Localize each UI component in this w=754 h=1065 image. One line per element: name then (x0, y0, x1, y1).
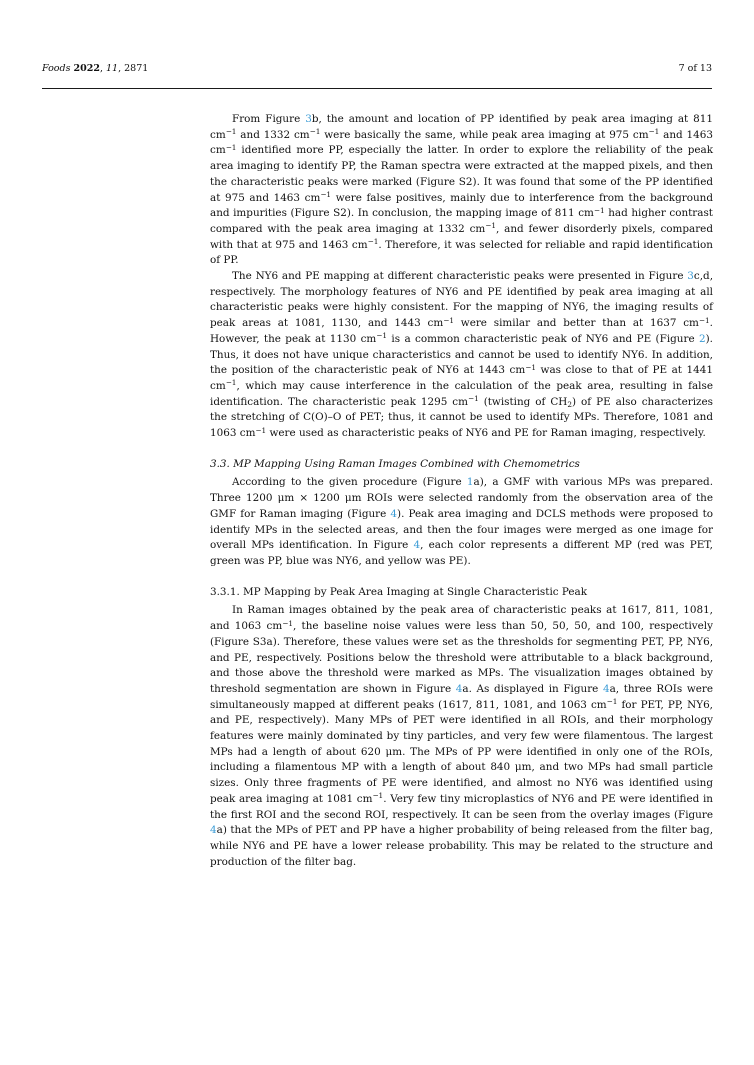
superscript: −1 (467, 394, 479, 404)
text-segment: The NY6 and PE mapping at different characteristic peaks were presented in Figure (232, 270, 688, 283)
superscript: −1 (225, 142, 237, 152)
superscript: −1 (320, 190, 332, 200)
paragraph-gmf-procedure (210, 475, 713, 569)
text-segment: , (99, 63, 106, 74)
text-segment: 2022 (73, 63, 100, 74)
superscript: −1 (648, 127, 660, 137)
text-segment: ). Thus, it does not have unique characteristics and cannot be used to identify NY6. In addition, the position of the characteristic peak of NY6 at 1443 cm (210, 332, 713, 377)
figure-link[interactable]: 4 (390, 507, 398, 520)
text-segment: (twisting of CH (478, 395, 568, 408)
text-segment: for PET, PP, NY6, and PE, respectively). Many MPs of PET were identified in all ROIs, and their morphology features were mainly dominated by tiny particles, and very few were filamentous. The largest MPs had a length of about 620 μm. The MPs of PP were identified in only one of the ROIs, including a filamentous MP with a length of about 840 μm, and two MPs had small particle sizes. Only three fragments of PE were identified, and almost no NY6 was identified using peak area imaging at 1081 cm (210, 698, 713, 805)
article-body (210, 112, 713, 870)
text-segment: . Very few tiny microplastics of NY6 and PE were identified in the first ROI and the second ROI, respectively. It can be seen from the overlay images (Figure (210, 792, 713, 821)
figure-link[interactable]: 1 (466, 476, 474, 489)
section-3-3-1-heading (210, 585, 713, 601)
figure-link[interactable]: 3 (305, 113, 312, 125)
paragraph-ny6-pe-mapping (210, 269, 713, 442)
text-segment: ) of PE also characterizes the stretching of C(O)–O of PET; thus, it cannot be used to identify MPs. Therefore, 1081 and 1063 cm (210, 395, 713, 440)
text-segment: , each color represents a different MP (red was PET, green was PP, blue was NY6, and yellow was PE). (210, 539, 713, 567)
page-number: 7 of 13 (678, 63, 712, 74)
superscript: −1 (225, 127, 237, 137)
text-segment: ). Peak area imaging and DCLS methods were proposed to identify MPs in the selected areas, and then the four images were merged as one image for overall MPs identification. In Figure (210, 507, 713, 552)
text-segment: had higher contrast compared with the peak area imaging at 1332 cm (210, 207, 713, 235)
superscript: −1 (255, 425, 267, 435)
text-segment: . However, the peak at 1130 cm (210, 317, 713, 345)
text-segment: 3.3. MP Mapping Using Raman Images Combined with Chemometrics (210, 457, 580, 470)
superscript: −1 (593, 205, 605, 215)
text-segment: In Raman images obtained by the peak area of characteristic peaks at 1617, 811, 1081, and 1063 cm (210, 604, 713, 633)
figure-link[interactable]: 4 (413, 539, 421, 552)
page-header (42, 63, 712, 74)
superscript: −1 (372, 791, 384, 801)
figure-link[interactable]: 4 (210, 824, 217, 837)
text-segment: b, the amount and location of PP identified by peak area imaging at 811 cm (210, 113, 713, 141)
text-segment: c,d, respectively. The morphology features of NY6 and PE identified by peak area imaging at all characteristic peaks were highly consistent. For the mapping of NY6, the imaging results of peak areas at 1081, 1130, and 1443 cm (210, 270, 713, 330)
figure-link[interactable]: 3 (687, 270, 694, 283)
text-segment: was close to that of PE at 1441 cm (210, 364, 713, 392)
text-segment: , the baseline noise values were less than 50, 50, 50, and 100, respectively (Figure S3a). Therefore, these values were set as the thresholds for segmenting PET, PP, NY6, and PE, respectively. Positions below the threshold were attributable to a black background, and those above the threshold were marked as MPs. The visualization images obtained by threshold segmentation are shown in Figure (210, 620, 713, 695)
superscript: −1 (367, 237, 379, 247)
text-segment: were basically the same, while peak area imaging at 975 cm (320, 128, 649, 141)
figure-link[interactable]: 2 (699, 332, 706, 345)
text-segment: were similar and better than at 1637 cm (454, 317, 699, 330)
paragraph-peak-area-imaging (210, 603, 713, 870)
text-segment: , which may cause interference in the calculation of the peak area, resulting in false identification. The characteristic peak 1295 cm (210, 379, 713, 408)
text-segment: , 2871 (118, 63, 149, 74)
text-segment: a. As displayed in Figure (462, 682, 603, 695)
text-segment: 3.3.1. MP Mapping by Peak Area Imaging at Single Characteristic Peak (210, 585, 588, 598)
text-segment: is a common characteristic peak of NY6 and PE (Figure (387, 332, 699, 345)
text-segment: identified more PP, especially the latter. In order to explore the reliability of the peak area imaging to identify PP, the Raman spectra were extracted at the mapped pixels, and then the characteristic peaks were marked (Figure S2). It was found that some of the PP identified at 975 and 1463 cm (210, 144, 713, 204)
superscript: −1 (525, 362, 536, 372)
figure-link[interactable]: 4 (602, 682, 610, 695)
superscript: −1 (309, 127, 321, 137)
text-segment: 11 (106, 63, 119, 74)
superscript: −1 (698, 315, 710, 325)
figure-link[interactable]: 4 (455, 682, 463, 695)
text-segment: were false positives, mainly due to interference from the background and impurities (Figure S2). In conclusion, the mapping image of 811 cm (210, 191, 713, 220)
text-segment: Foods (42, 63, 74, 74)
text-segment: , and fewer disorderly pixels, compared with that at 975 and 1463 cm (210, 222, 713, 251)
text-segment: were used as characteristic peaks of NY6 and PE for Raman imaging, respectively. (266, 427, 706, 440)
subscript: 2 (567, 399, 573, 409)
header-rule (42, 88, 712, 89)
text-segment: . Therefore, it was selected for reliable and rapid identification of PP. (210, 238, 713, 267)
text-segment: and 1463 cm (210, 128, 713, 157)
superscript: −1 (282, 618, 293, 628)
text-segment: According to the given procedure (Figure (232, 476, 467, 489)
text-segment: a, three ROIs were simultaneously mapped at different peaks (1617, 811, 1081, and 1063 cm (210, 682, 713, 711)
journal-citation (42, 63, 148, 74)
superscript: −1 (606, 697, 618, 707)
superscript: −1 (225, 378, 237, 388)
superscript: −1 (485, 221, 497, 231)
section-3-3-heading (210, 457, 713, 473)
superscript: −1 (376, 331, 388, 341)
text-segment: and 1332 cm (236, 128, 310, 141)
paragraph-pp-identification (210, 112, 713, 269)
superscript: −1 (443, 315, 454, 325)
text-segment: a) that the MPs of PET and PP have a higher probability of being released from the filter bag, while NY6 and PE have a lower release probability. This may be related to the structure and production of the filter bag. (210, 824, 713, 868)
text-segment: From Figure (232, 113, 306, 125)
text-segment: a), a GMF with various MPs was prepared. Three 1200 μm × 1200 μm ROIs were selected randomly from the observation area of the GMF for Raman imaging (Figure (210, 476, 713, 520)
